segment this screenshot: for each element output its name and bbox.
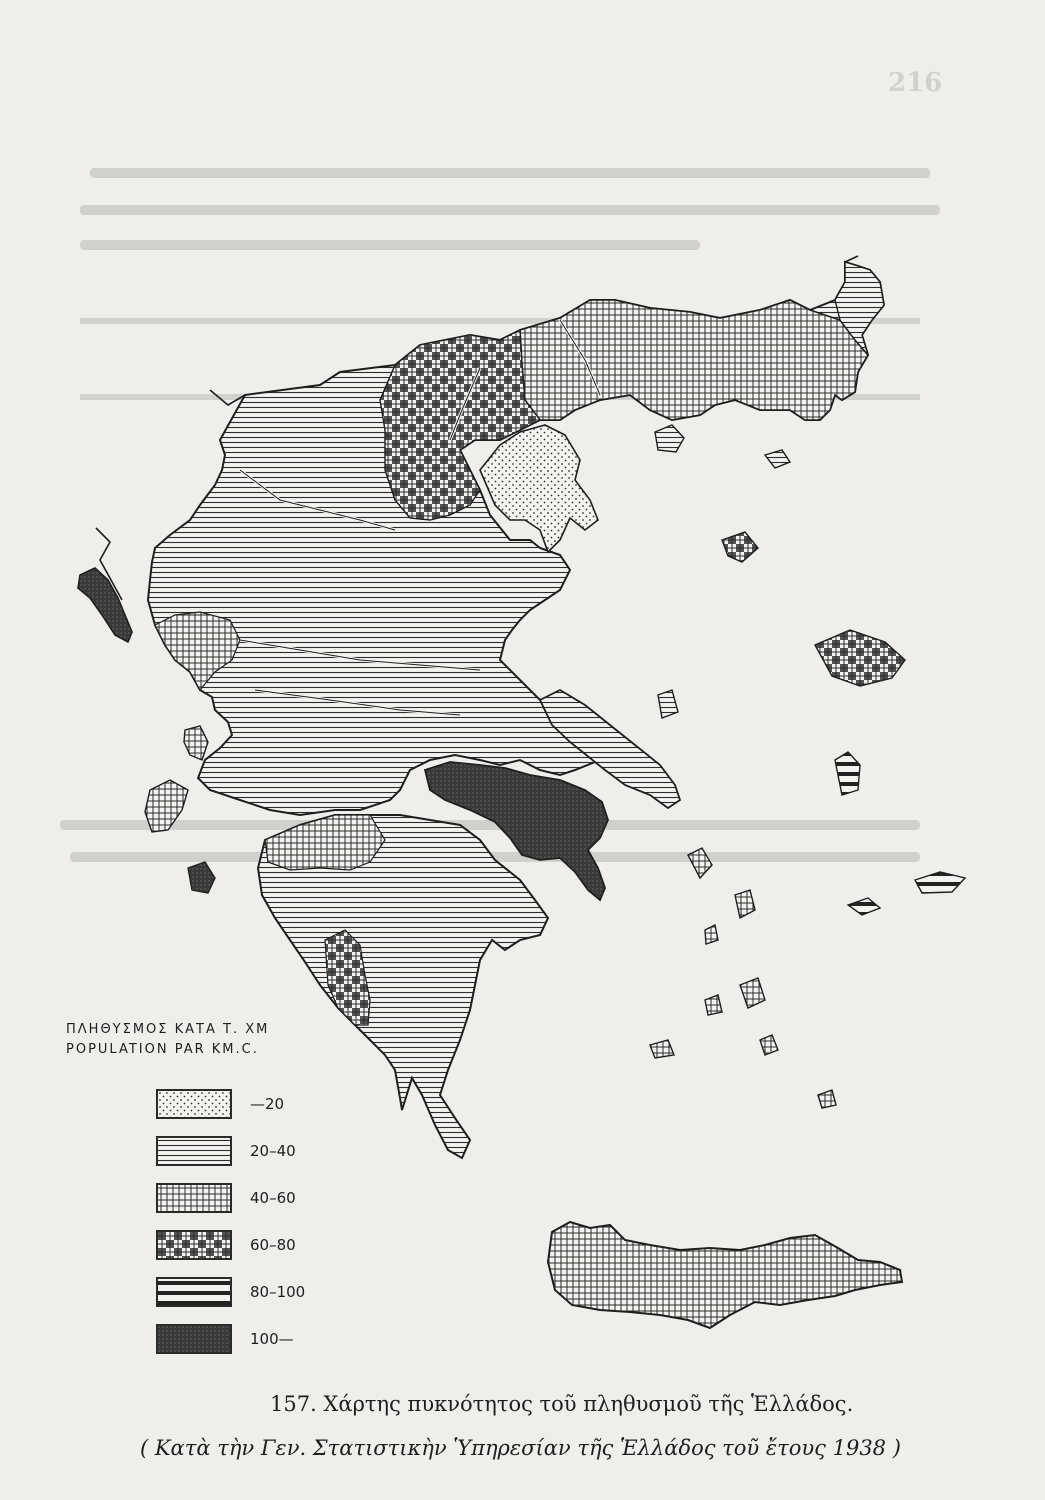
ionian-islands xyxy=(145,726,215,893)
legend-label: 40–60 xyxy=(250,1188,296,1207)
legend xyxy=(66,1020,326,1362)
island-syros xyxy=(705,925,718,944)
island-samothrace xyxy=(765,450,790,468)
swatch-checker xyxy=(156,1230,232,1260)
island-milos xyxy=(650,1040,674,1058)
region-corfu-over-100 xyxy=(78,568,132,642)
legend-row-40-60 xyxy=(156,1174,326,1221)
page-number: 216 xyxy=(888,68,943,98)
island-ikaria xyxy=(848,898,880,915)
legend-label: —20 xyxy=(250,1094,285,1113)
legend-label: 100— xyxy=(250,1329,294,1348)
island-lemnos xyxy=(722,532,758,562)
legend-title-greek: ΠΛΗΘΥΣΜΟΣ ΚΑΤΑ Τ. ΧΜ xyxy=(66,1022,270,1037)
swatch-dots xyxy=(156,1089,232,1119)
legend-row-over-100 xyxy=(156,1315,326,1362)
swatch-grid xyxy=(156,1183,232,1213)
legend-label: 60–80 xyxy=(250,1235,296,1254)
figure-caption: 157. Χάρτης πυκνότητος τοῦ πληθυσμοῦ τῆς Ἑλλάδος. xyxy=(270,1392,854,1416)
island-thasos xyxy=(655,425,684,452)
legend-label: 20–40 xyxy=(250,1141,296,1160)
island-chios xyxy=(835,752,860,795)
legend-row-20-40 xyxy=(156,1127,326,1174)
island-rhodes xyxy=(818,1090,836,1108)
legend-rows xyxy=(156,1080,326,1362)
figure-source-note: ( Κατὰ τὴν Γεν. Στατιστικὴν Ὑπηρεσίαν τῆς Ἑλλάδος τοῦ ἔτους 1938 ) xyxy=(140,1436,901,1460)
legend-row-under-20 xyxy=(156,1080,326,1127)
region-crete-40-60 xyxy=(548,1222,902,1328)
legend-title-french: POPULATION PAR KM.C. xyxy=(66,1042,259,1057)
island-paros xyxy=(705,995,722,1015)
island-tinos xyxy=(735,890,755,918)
island-skyros xyxy=(658,690,678,718)
island-zakynthos xyxy=(188,862,215,893)
region-thrace-40-60 xyxy=(520,300,868,420)
island-santorini xyxy=(760,1035,778,1055)
swatch-solid-dark xyxy=(156,1324,232,1354)
island-lefkada xyxy=(184,726,208,760)
legend-row-80-100 xyxy=(156,1268,326,1315)
island-naxos xyxy=(740,978,765,1008)
swatch-thick-bars xyxy=(156,1277,232,1307)
island-samos xyxy=(915,872,965,893)
aegean-islands xyxy=(650,425,965,1108)
swatch-horizontal-lines xyxy=(156,1136,232,1166)
legend-row-60-80 xyxy=(156,1221,326,1268)
island-lesbos xyxy=(815,630,905,686)
legend-label: 80–100 xyxy=(250,1282,306,1301)
